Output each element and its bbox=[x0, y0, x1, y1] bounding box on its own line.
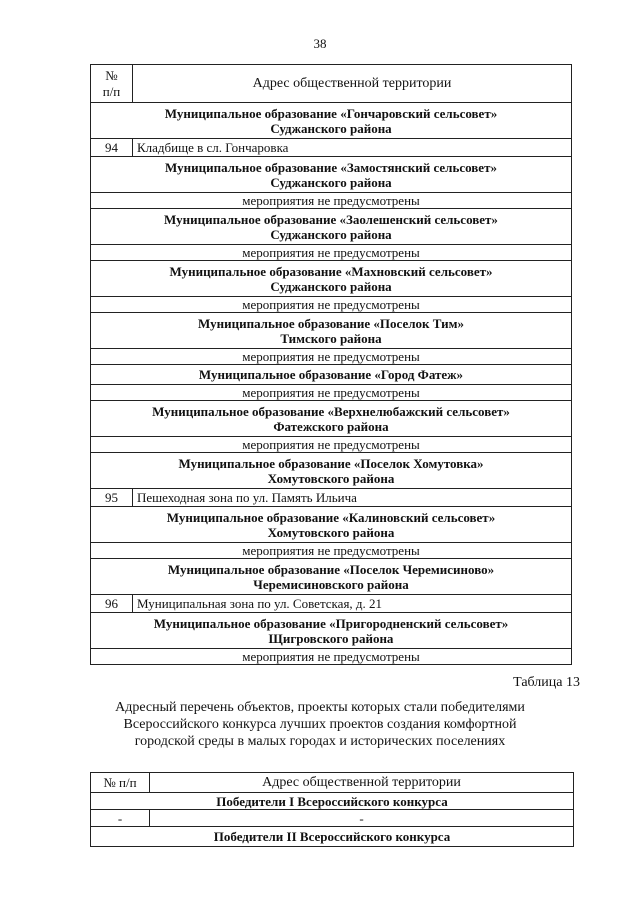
section-row bbox=[91, 827, 574, 847]
section-title-line: Суджанского района bbox=[270, 120, 392, 136]
section-title-line: Муниципальное образование «Верхнелюбажский сельсовет» bbox=[152, 403, 510, 419]
no-measures-text: мероприятия не предусмотрены bbox=[91, 385, 572, 401]
table-row bbox=[91, 139, 572, 157]
section-row bbox=[91, 613, 572, 649]
no-measures-row bbox=[91, 193, 572, 209]
no-measures-row bbox=[91, 349, 572, 365]
section-title bbox=[91, 103, 572, 139]
no-measures-row bbox=[91, 543, 572, 559]
section-row bbox=[91, 365, 572, 385]
header-addr-cell: Адрес общественной территории bbox=[150, 773, 574, 793]
header-num-cell bbox=[91, 65, 133, 103]
section-title-line: Муниципальное образование «Махновский сельсовет» bbox=[169, 263, 493, 279]
section-title bbox=[91, 313, 572, 349]
no-measures-row bbox=[91, 649, 572, 665]
section-title-line: Фатежского района bbox=[273, 418, 389, 434]
table-header-row bbox=[91, 65, 572, 103]
section-row bbox=[91, 313, 572, 349]
no-measures-text: мероприятия не предусмотрены bbox=[91, 437, 572, 453]
table-row bbox=[91, 489, 572, 507]
section-title-line: Муниципальное образование «Поселок Тим» bbox=[198, 315, 464, 331]
no-measures-text: мероприятия не предусмотрены bbox=[91, 649, 572, 665]
section-row bbox=[91, 261, 572, 297]
section-title-line: Тимского района bbox=[280, 330, 382, 346]
section-title-line: Щигровского района bbox=[268, 630, 394, 646]
section-title-line: Муниципальное образование «Гончаровский сельсовет» bbox=[164, 105, 498, 121]
section-title bbox=[91, 401, 572, 437]
section-title-line: Суджанского района bbox=[270, 174, 392, 190]
table-header-row bbox=[91, 773, 574, 793]
section-title: Победители I Всероссийского конкурса bbox=[91, 793, 574, 810]
section-title-line: Черемисиновского района bbox=[253, 576, 409, 592]
section-row bbox=[91, 507, 572, 543]
row-number: 94 bbox=[91, 139, 133, 157]
header-addr-cell: Адрес общественной территории bbox=[133, 65, 572, 103]
row-address: Пешеходная зона по ул. Память Ильича bbox=[133, 489, 572, 507]
section-row bbox=[91, 453, 572, 489]
section-title-line: Муниципальное образование «Пригородненский сельсовет» bbox=[153, 615, 509, 631]
no-measures-text: мероприятия не предусмотрены bbox=[91, 349, 572, 365]
section-title bbox=[91, 157, 572, 193]
section-title bbox=[91, 365, 572, 385]
section-title-line: Муниципальное образование «Замостянский сельсовет» bbox=[165, 159, 497, 175]
section-title-line: Муниципальное образование «Город Фатеж» bbox=[198, 367, 464, 382]
header-num-cell: № п/п bbox=[91, 773, 150, 793]
section-title bbox=[91, 209, 572, 245]
no-measures-row bbox=[91, 297, 572, 313]
page-number: 38 bbox=[313, 36, 327, 51]
section-title bbox=[91, 507, 572, 543]
section-title-line: Муниципальное образование «Поселок Хомутовка» bbox=[178, 455, 484, 471]
row-number: 95 bbox=[91, 489, 133, 507]
table-row bbox=[91, 595, 572, 613]
section-title-line: Муниципальное образование «Поселок Черемисиново» bbox=[167, 561, 495, 577]
territory-table bbox=[90, 64, 572, 665]
section-row bbox=[91, 559, 572, 595]
table-caption bbox=[60, 699, 580, 750]
section-title-line: Хомутовского района bbox=[267, 524, 395, 540]
section-row bbox=[91, 793, 574, 810]
section-row bbox=[91, 401, 572, 437]
row-number: 96 bbox=[91, 595, 133, 613]
section-row bbox=[91, 209, 572, 245]
section-title-line: Суджанского района bbox=[270, 226, 392, 242]
table-row bbox=[91, 810, 574, 827]
section-title bbox=[91, 261, 572, 297]
section-title bbox=[91, 613, 572, 649]
no-measures-row bbox=[91, 437, 572, 453]
section-row bbox=[91, 157, 572, 193]
section-title-line: Хомутовского района bbox=[267, 470, 395, 486]
row-address: Кладбище в сл. Гончаровка bbox=[133, 139, 572, 157]
section-title bbox=[91, 559, 572, 595]
row-number: - bbox=[91, 810, 150, 827]
row-address: Муниципальная зона по ул. Советская, д. 21 bbox=[133, 595, 572, 613]
no-measures-text: мероприятия не предусмотрены bbox=[91, 193, 572, 209]
section-title-line: Муниципальное образование «Заолешенский сельсовет» bbox=[164, 211, 498, 227]
caption-line: Адресный перечень объектов, проекты которых стали победителями bbox=[115, 700, 525, 715]
caption-line: городской среды в малых городах и исторических поселениях bbox=[134, 734, 506, 749]
no-measures-row bbox=[91, 385, 572, 401]
no-measures-text: мероприятия не предусмотрены bbox=[91, 245, 572, 261]
section-title: Победители II Всероссийского конкурса bbox=[91, 827, 574, 847]
table-label: Таблица 13 bbox=[513, 675, 580, 690]
section-title bbox=[91, 453, 572, 489]
winners-table bbox=[90, 772, 574, 847]
section-title-line: Муниципальное образование «Калиновский сельсовет» bbox=[166, 509, 496, 525]
no-measures-text: мероприятия не предусмотрены bbox=[91, 543, 572, 559]
no-measures-text: мероприятия не предусмотрены bbox=[91, 297, 572, 313]
section-row bbox=[91, 103, 572, 139]
row-address: - bbox=[150, 810, 574, 827]
caption-line: Всероссийского конкурса лучших проектов создания комфортной bbox=[123, 717, 517, 732]
no-measures-row bbox=[91, 245, 572, 261]
header-num-line: № bbox=[105, 67, 118, 83]
header-num-line: п/п bbox=[102, 83, 121, 99]
section-title-line: Суджанского района bbox=[270, 278, 392, 294]
